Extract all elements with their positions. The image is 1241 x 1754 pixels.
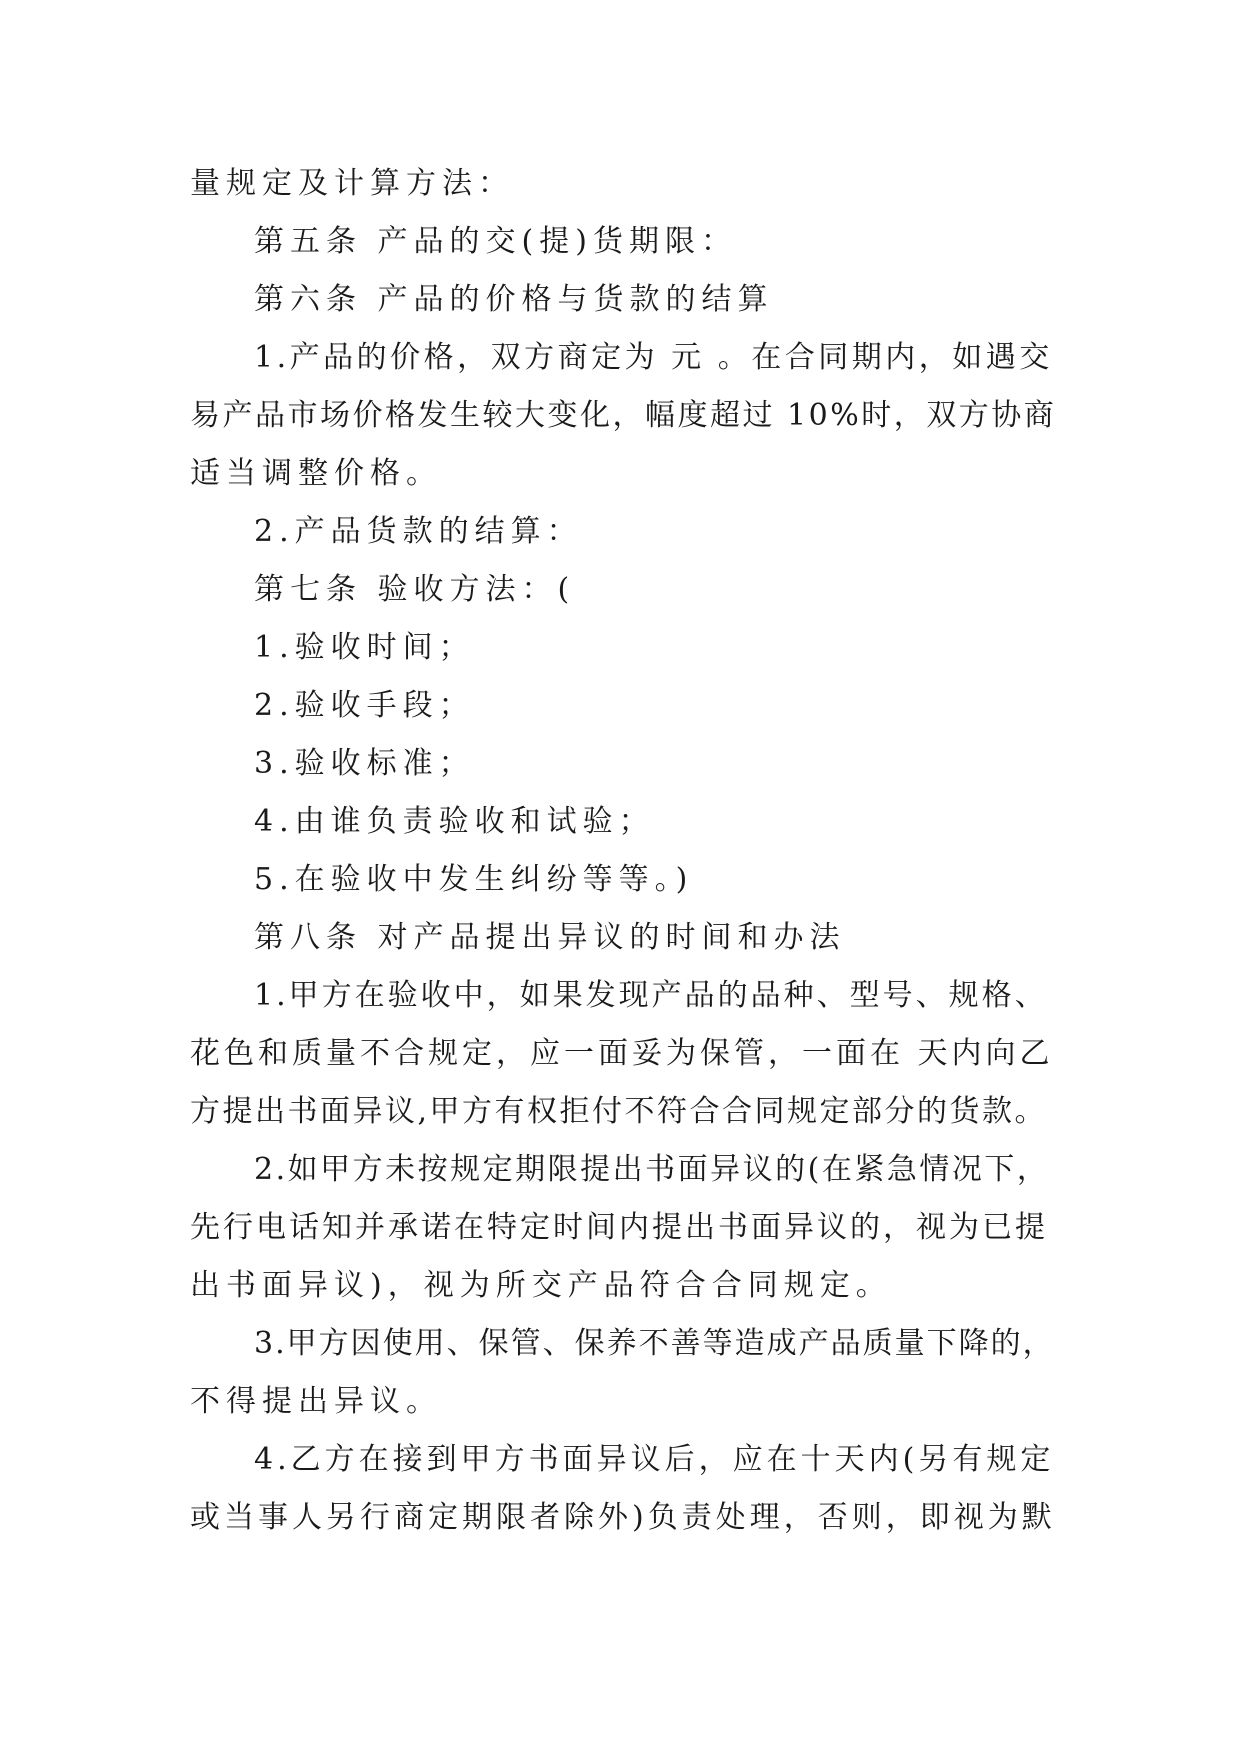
text-line: 适当调整价格。 (190, 456, 442, 491)
text-line: 花色和质量不合规定，应一面妥为保管，一面在 天内向乙 (190, 1036, 1054, 1071)
article-heading: 第八条 对产品提出异议的时间和办法 (254, 920, 846, 955)
list-item: 5.在验收中发生纠纷等等。) (254, 862, 694, 897)
text-line: 量规定及计算方法： (190, 166, 514, 201)
article-heading: 第六条 产品的价格与货款的结算 (254, 282, 774, 317)
text-line: 2.产品货款的结算： (254, 514, 583, 549)
article-heading: 第七条 验收方法：( (254, 572, 576, 607)
list-item: 2.验收手段； (254, 688, 475, 723)
list-item: 4.由谁负责验收和试验； (254, 804, 655, 839)
list-item: 1.验收时间； (254, 630, 475, 665)
text-line: 2.如甲方未按规定期限提出书面异议的(在紧急情况下， (254, 1152, 1050, 1187)
article-heading: 第五条 产品的交(提)货期限： (254, 224, 737, 259)
text-line: 或当事人另行商定期限者除外)负责处理，否则，即视为默 (190, 1500, 1056, 1535)
text-line: 易产品市场价格发生较大变化，幅度超过 10%时，双方协商 (190, 398, 1057, 433)
text-line: 出书面异议)，视为所交产品符合合同规定。 (190, 1268, 892, 1303)
text-line: 4.乙方在接到甲方书面异议后，应在十天内(另有规定 (254, 1442, 1055, 1477)
text-line: 1.产品的价格，双方商定为 元 。在合同期内，如遇交 (254, 340, 1053, 375)
text-line: 3.甲方因使用、保管、保养不善等造成产品质量下降的， (254, 1326, 1055, 1361)
text-line: 方提出书面异议,甲方有权拒付不符合合同规定部分的货款。 (190, 1094, 1048, 1129)
text-line: 先行电话知并承诺在特定时间内提出书面异议的，视为已提 (190, 1210, 1048, 1245)
text-line: 不得提出异议。 (190, 1384, 442, 1419)
text-line: 1.甲方在验收中，如果发现产品的品种、型号、规格、 (254, 978, 1048, 1013)
list-item: 3.验收标准； (254, 746, 475, 781)
